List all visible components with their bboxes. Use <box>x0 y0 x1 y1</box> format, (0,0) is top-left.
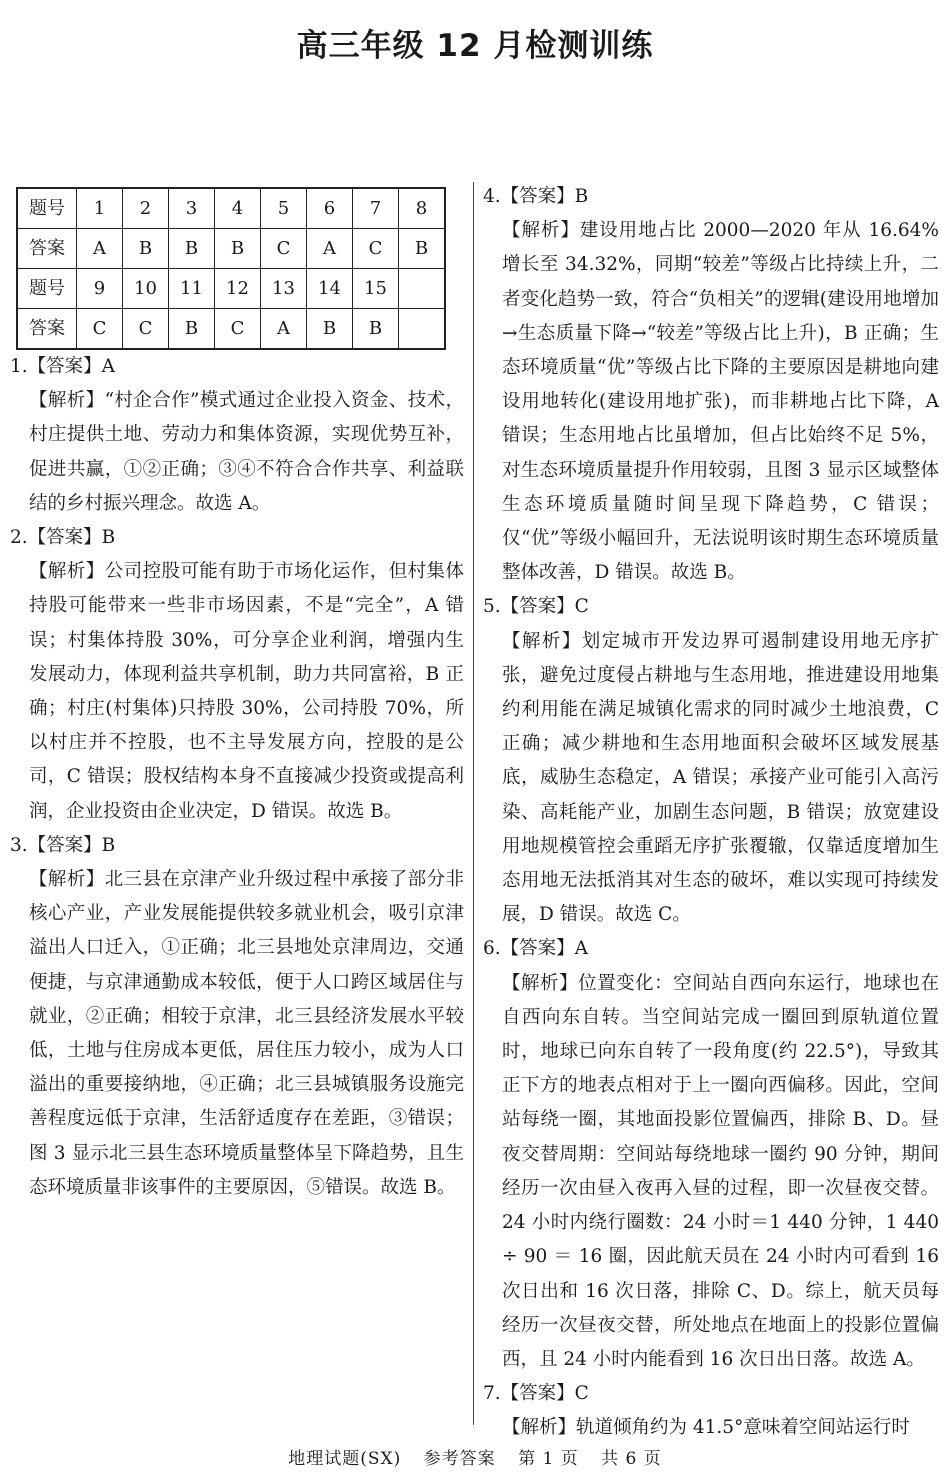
answer-table-cell: 1 <box>77 188 123 229</box>
question-explanation: 【解析】位置变化：空间站自西向东运行，地球也在自西向东自转。当空间站完成一圈回到原轨道位置时，地球已向东自转了一段角度(约 22.5°)，导致其正下方的地表点相对于上一圈向西偏移。因此，空间站每绕一圈，其地面投影位置偏西，排除 B、D。昼夜交替周期：空间站每绕地球一圈约 90 分钟，期间经历一次由昼入夜再入昼的过程，即一次昼夜交替。24 小时内绕行圈数：24 小时＝1 440 分钟，1 440 ÷ 90 ＝ 16 圈，因此航天员在 24 小时内可看到 16 次日出和 16 次日落，排除 C、D。综上，航天员每经历一次昼夜交替，所处地点在地面上的投影位置偏西，且 24 小时内能看到 16 次日出日落。故选 A。 <box>502 972 939 1370</box>
question-4 <box>483 180 939 590</box>
answer-table-cell: A <box>261 309 307 350</box>
answer-table-cell: 7 <box>353 188 399 229</box>
answer-table-cell: C <box>261 229 307 269</box>
right-column <box>483 180 939 1439</box>
question-explanation: 【解析】北三县在京津产业升级过程中承接了部分非核心产业，产业发展能提供较多就业机会，吸引京津溢出人口迁入，①正确；北三县地处京津周边，交通便捷，与京津通勤成本较低，便于人口跨区域居住与就业，②正确；相较于京津，北三县经济发展水平较低，土地与住房成本更低，居住压力较小，成为人口溢出的重要接纳地，④正确；北三县城镇服务设施完善程度远低于京津，生活舒适度存在差距，③错误；图 3 显示北三县生态环境质量整体呈下降趋势，且生态环境质量非该事件的主要原因，⑤错误。故选 B。 <box>29 869 464 1198</box>
answer-table-cell: 10 <box>123 269 169 309</box>
left-column <box>10 180 464 1427</box>
answer-table-header-cell: 题号 <box>17 269 77 309</box>
question-explanation: 【解析】“村企合作”模式通过企业投入资金、技术，村庄提供土地、劳动力和集体资源，实现优势互补，促进共赢，①②正确；③④不符合合作共享、利益联结的乡村振兴理念。故选 A。 <box>29 390 464 514</box>
question-explanation: 【解析】公司控股可能有助于市场化运作，但村集体持股可能带来一些非市场因素，不是“完全”，A 错误；村集体持股 30%，可分享企业利润，增强内生发展动力，体现利益共享机制，助力共同富裕，B 正确；村庄(村集体)只持股 30%，公司持股 70%，所以村庄并不控股，也不主导发展方向，控股的是公司，C 错误；股权结构本身不直接减少投资或提高利润，企业投资由企业决定，D 错误。故选 B。 <box>29 561 464 822</box>
question-answer: 4.【答案】B <box>483 186 589 207</box>
answer-table-cell: B <box>169 309 215 350</box>
answer-table-cell: 2 <box>123 188 169 229</box>
page-title: 高三年级 12 月检测训练 <box>296 28 654 64</box>
question-explanation: 【解析】建设用地占比 2000—2020 年从 16.64%增长至 34.32%，同期“较差”等级占比持续上升，二者变化趋势一致，符合“负相关”的逻辑(建设用地增加→生态质量下降→“较差”等级占比上升)，B 正确；生态环境质量“优”等级占比下降的主要原因是耕地向建设用地转化(建设用地扩张)，而非耕地占比下降，A 错误；生态用地占比虽增加，但占比始终不足 5%，对生态环境质量提升作用较弱，且图 3 显示区域整体生态环境质量随时间呈现下降趋势，C 错误；仅“优”等级小幅回升，无法说明该时期生态环境质量整体改善，D 错误。故选 B。 <box>502 220 939 584</box>
left-questions <box>10 350 464 1205</box>
answer-table-cell: 11 <box>169 269 215 309</box>
answer-table-header-cell: 答案 <box>17 229 77 269</box>
question-answer: 1.【答案】A <box>10 356 116 377</box>
answer-table-cell: C <box>77 309 123 350</box>
answer-table-cell: C <box>215 309 261 350</box>
answer-table-cell: 12 <box>215 269 261 309</box>
question-answer: 3.【答案】B <box>10 834 116 856</box>
answer-table-row <box>17 309 445 350</box>
answer-table-cell <box>399 269 446 309</box>
footer-page: 第 1 页 <box>518 1449 579 1469</box>
question-answer: 6.【答案】A <box>483 938 589 960</box>
answer-table-cell: 15 <box>353 269 399 309</box>
question-1 <box>10 350 464 521</box>
footer-total: 共 6 页 <box>601 1449 662 1469</box>
answer-table-cell: B <box>123 229 169 269</box>
question-answer: 5.【答案】C <box>483 596 589 618</box>
answer-table-cell <box>399 309 446 350</box>
question-answer: 2.【答案】B <box>10 527 116 549</box>
question-6 <box>483 932 939 1377</box>
question-2 <box>10 521 464 829</box>
answer-table-cell: 9 <box>77 269 123 309</box>
answer-table-cell: B <box>353 309 399 350</box>
column-divider <box>473 182 474 1425</box>
page-footer <box>0 1444 950 1469</box>
answer-table-cell: C <box>123 309 169 350</box>
answer-table-cell: C <box>353 229 399 269</box>
answer-table-cell: 14 <box>307 269 353 309</box>
answer-table-cell: 5 <box>261 188 307 229</box>
answer-table-cell: B <box>307 309 353 350</box>
question-7 <box>483 1377 939 1445</box>
answer-table-cell: 6 <box>307 188 353 229</box>
answer-table-cell: 3 <box>169 188 215 229</box>
answer-table-header-cell: 答案 <box>17 309 77 350</box>
question-answer: 7.【答案】C <box>483 1383 589 1405</box>
answer-table-cell: B <box>215 229 261 269</box>
question-5 <box>483 590 939 932</box>
answer-table-cell: A <box>77 229 123 269</box>
answer-table-cell: 4 <box>215 188 261 229</box>
answer-table-cell: B <box>169 229 215 269</box>
answer-table <box>16 187 446 350</box>
answer-table-cell: A <box>307 229 353 269</box>
answer-table-header-cell: 题号 <box>17 188 77 229</box>
answer-table-cell: 13 <box>261 269 307 309</box>
answer-table-cell: 8 <box>399 188 446 229</box>
answer-table-row <box>17 188 445 229</box>
answer-table-row <box>17 269 445 309</box>
answer-table-row <box>17 229 445 269</box>
question-3 <box>10 829 464 1205</box>
footer-subject: 地理试题(SX) <box>288 1449 402 1469</box>
question-explanation: 【解析】轨道倾角约为 41.5°意味着空间站运行时 <box>502 1417 910 1439</box>
question-explanation: 【解析】划定城市开发边界可遏制建设用地无序扩张，避免过度侵占耕地与生态用地，推进建设用地集约利用能在满足城镇化需求的同时减少土地浪费，C 正确；减少耕地和生态用地面积会破坏区域发展基底，威胁生态稳定，A 错误；承接产业可能引入高污染、高耗能产业，加剧生态问题，B 错误；放宽建设用地规模管控会重蹈无序扩张覆辙，仅靠适度增加生态用地无法抵消其对生态的破坏，难以实现可持续发展，D 错误。故选 C。 <box>502 630 939 926</box>
answer-table-cell: B <box>399 229 446 269</box>
footer-label: 参考答案 <box>423 1449 496 1469</box>
